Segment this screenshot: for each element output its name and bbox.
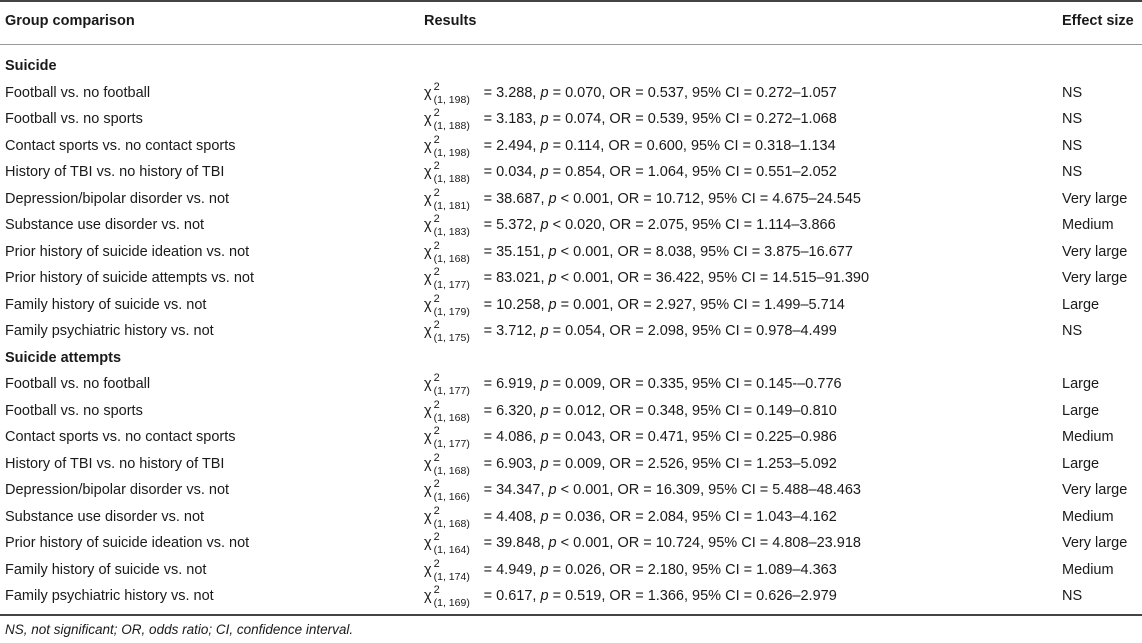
degrees-of-freedom: (1, 198) [433, 146, 470, 159]
group-comparison-cell: Prior history of suicide attempts vs. not [5, 270, 255, 286]
chi-square-symbol: χ [424, 164, 432, 180]
results-cell [424, 292, 845, 318]
odds-ratio: OR = 0.537, [609, 84, 693, 101]
p-value: = 0.009, [548, 455, 610, 472]
p-value: = 0.043, [548, 429, 610, 445]
chi-square-superscript: 2 [433, 398, 440, 411]
header-group-comparison: Group comparison [5, 13, 135, 29]
group-comparison-cell: Football vs. no football [5, 376, 151, 392]
chi-square-value: = 0.617, [483, 588, 541, 604]
table-row [0, 159, 1142, 185]
confidence-interval: 95% CI = 0.318–1.134 [690, 137, 836, 154]
chi-square-superscript: 2 [433, 186, 440, 199]
odds-ratio: OR = 0.600, [608, 137, 691, 154]
degrees-of-freedom: (1, 181) [433, 199, 470, 212]
effect-size-cell: NS [1062, 164, 1083, 180]
chi-square-superscript: 2 [433, 557, 440, 570]
degrees-of-freedom: (1, 164) [433, 544, 470, 556]
chi-square-value: = 83.021, [483, 270, 549, 286]
chi-square-superscript: 2 [433, 213, 440, 225]
chi-square-symbol: χ [424, 455, 432, 472]
p-label: p [540, 323, 549, 339]
group-comparison-cell: History of TBI vs. no history of TBI [5, 455, 225, 472]
chi-square-value: = 4.086, [483, 429, 541, 445]
group-comparison-cell: Depression/bipolar disorder vs. not [5, 482, 230, 498]
p-label: p [540, 561, 549, 578]
p-value: = 0.854, [548, 164, 610, 180]
degrees-of-freedom: (1, 188) [433, 120, 470, 132]
confidence-interval: 95% CI = 0.149–0.810 [692, 402, 837, 419]
group-comparison-cell: Substance use disorder vs. not [5, 217, 205, 233]
confidence-interval: 95% CI = 1.499–5.714 [700, 296, 845, 313]
group-comparison-cell: Family history of suicide vs. not [5, 296, 207, 313]
chi-square-value: = 39.848, [483, 535, 549, 551]
chi-square-symbol: χ [424, 429, 432, 445]
results-cell [424, 451, 837, 477]
confidence-interval: 95% CI = 1.114–3.866 [692, 217, 836, 233]
p-value: < 0.001, [556, 270, 618, 286]
table-row [0, 239, 1142, 265]
p-label: p [548, 296, 557, 313]
chi-square-symbol: χ [424, 376, 432, 392]
effect-size-cell: Medium [1062, 429, 1114, 445]
odds-ratio: OR = 0.348, [609, 402, 693, 419]
chi-square-symbol: χ [424, 217, 432, 233]
results-cell [424, 159, 837, 185]
table-row [0, 398, 1142, 424]
group-comparison-cell: Family psychiatric history vs. not [5, 588, 214, 604]
table-row [0, 424, 1142, 450]
table-row [0, 265, 1142, 291]
results-cell [424, 504, 837, 530]
p-label: p [548, 482, 557, 498]
odds-ratio: OR = 16.309, [617, 482, 709, 498]
effect-size-cell: NS [1062, 323, 1083, 339]
confidence-interval: 95% CI = 0.272–1.057 [692, 84, 837, 101]
group-comparison-cell: Family history of suicide vs. not [5, 561, 207, 578]
table-row [0, 106, 1142, 132]
results-cell [424, 265, 869, 291]
section-heading [0, 53, 1142, 79]
confidence-interval: 95% CI = 0.626–2.979 [692, 588, 837, 604]
chi-square-value: = 6.919, [483, 376, 541, 392]
p-value: = 0.001, [556, 296, 618, 313]
p-label: p [540, 588, 549, 604]
effect-size-cell: Medium [1062, 217, 1114, 233]
chi-square-symbol: χ [424, 190, 432, 207]
section-title: Suicide attempts [5, 349, 122, 366]
results-cell [424, 106, 837, 132]
table-row [0, 451, 1142, 477]
p-value: < 0.001, [556, 190, 618, 207]
chi-square-symbol: χ [424, 508, 432, 525]
results-cell [424, 398, 837, 424]
results-cell [424, 239, 853, 265]
p-value: = 0.054, [548, 323, 610, 339]
group-comparison-cell: Football vs. no football [5, 84, 151, 101]
table-row [0, 371, 1142, 397]
chi-square-value: = 3.712, [483, 323, 541, 339]
degrees-of-freedom: (1, 168) [433, 411, 470, 424]
degrees-of-freedom: (1, 183) [433, 226, 470, 238]
chi-square-superscript: 2 [433, 160, 440, 172]
chi-square-value: = 3.183, [483, 111, 541, 127]
chi-square-superscript: 2 [433, 478, 440, 490]
degrees-of-freedom: (1, 188) [433, 173, 470, 185]
chi-square-value: = 6.903, [483, 455, 541, 472]
chi-square-symbol: χ [424, 588, 432, 604]
p-label: p [540, 84, 549, 101]
chi-square-superscript: 2 [433, 504, 440, 517]
p-value: = 0.074, [548, 111, 610, 127]
chi-square-sup-sub [432, 318, 484, 344]
chi-square-superscript: 2 [433, 266, 440, 278]
p-label: p [540, 164, 549, 180]
group-comparison-cell: Contact sports vs. no contact sports [5, 137, 236, 154]
chi-square-symbol: χ [424, 296, 432, 313]
effect-size-cell: Very large [1062, 482, 1128, 498]
odds-ratio: OR = 8.038, [617, 243, 701, 260]
confidence-interval: 95% CI = 1.253–5.092 [692, 455, 837, 472]
effect-size-cell: Medium [1062, 561, 1114, 578]
confidence-interval: 95% CI = 3.875–16.677 [700, 243, 853, 260]
degrees-of-freedom: (1, 175) [433, 332, 470, 344]
p-value: = 0.114, [548, 137, 609, 154]
table-row [0, 504, 1142, 530]
odds-ratio: OR = 10.712, [617, 190, 709, 207]
results-cell [424, 212, 836, 238]
group-comparison-cell: Contact sports vs. no contact sports [5, 429, 236, 445]
degrees-of-freedom: (1, 179) [433, 305, 470, 318]
chi-square-symbol: χ [424, 270, 432, 286]
confidence-interval: 95% CI = 0.272–1.068 [692, 111, 837, 127]
confidence-interval: 95% CI = 0.145-–0.776 [692, 376, 842, 392]
effect-size-cell: Medium [1062, 508, 1114, 525]
p-label: p [540, 455, 549, 472]
degrees-of-freedom: (1, 169) [433, 597, 470, 609]
effect-size-cell: NS [1062, 84, 1083, 101]
results-cell [424, 424, 837, 450]
chi-square-value: = 34.347, [483, 482, 549, 498]
confidence-interval: 95% CI = 0.225–0.986 [692, 429, 837, 445]
confidence-interval: 95% CI = 0.978–4.499 [692, 323, 837, 339]
p-label: p [540, 217, 549, 233]
p-value: < 0.001, [556, 482, 618, 498]
results-cell [424, 186, 861, 212]
table-row [0, 186, 1142, 212]
odds-ratio: OR = 0.471, [609, 429, 693, 445]
p-value: = 0.026, [548, 561, 610, 578]
group-comparison-cell: Substance use disorder vs. not [5, 508, 205, 525]
effect-size-cell: NS [1062, 111, 1083, 127]
group-comparison-cell: Family psychiatric history vs. not [5, 323, 214, 339]
chi-square-symbol: χ [424, 137, 432, 154]
confidence-interval: 95% CI = 1.089–4.363 [692, 561, 837, 578]
p-value: < 0.020, [548, 217, 610, 233]
odds-ratio: OR = 1.366, [609, 588, 693, 604]
confidence-interval: 95% CI = 4.808–23.918 [708, 535, 861, 551]
p-value: < 0.001, [556, 535, 618, 551]
table-row [0, 292, 1142, 318]
effect-size-cell: Very large [1062, 190, 1128, 207]
group-comparison-cell: Prior history of suicide ideation vs. not [5, 535, 250, 551]
chi-square-value: = 0.034, [483, 164, 541, 180]
header-effect-size: Effect size [1062, 13, 1134, 29]
degrees-of-freedom: (1, 174) [433, 570, 470, 583]
chi-square-value: = 10.258, [483, 296, 549, 313]
table-row [0, 557, 1142, 583]
p-value: = 0.036, [548, 508, 610, 525]
degrees-of-freedom: (1, 177) [433, 279, 470, 291]
effect-size-cell: Very large [1062, 243, 1128, 260]
degrees-of-freedom: (1, 166) [433, 491, 470, 503]
degrees-of-freedom: (1, 168) [433, 252, 470, 265]
results-cell [424, 477, 861, 503]
header-results: Results [424, 13, 477, 29]
group-comparison-cell: Football vs. no sports [5, 111, 143, 127]
chi-square-superscript: 2 [433, 372, 440, 384]
chi-square-value: = 35.151, [483, 243, 549, 260]
table-top-rule [0, 0, 1142, 2]
p-value: = 0.070, [548, 84, 610, 101]
chi-square-superscript: 2 [433, 80, 440, 93]
p-value: < 0.001, [556, 243, 618, 260]
table-row [0, 477, 1142, 503]
effect-size-cell: NS [1062, 588, 1083, 604]
chi-square-value: = 2.494, [483, 137, 541, 154]
p-label: p [540, 111, 549, 127]
p-label: p [540, 508, 549, 525]
results-cell [424, 530, 861, 556]
effect-size-cell: Very large [1062, 270, 1128, 286]
degrees-of-freedom: (1, 198) [433, 93, 470, 106]
p-label: p [548, 270, 557, 286]
degrees-of-freedom: (1, 168) [433, 517, 470, 530]
effect-size-cell: Large [1062, 455, 1100, 472]
results-cell [424, 318, 837, 344]
odds-ratio: OR = 1.064, [609, 164, 693, 180]
p-label: p [540, 137, 549, 154]
p-label: p [540, 429, 549, 445]
p-label: p [548, 243, 557, 260]
table-row [0, 530, 1142, 556]
group-comparison-cell: Football vs. no sports [5, 402, 143, 419]
results-cell [424, 80, 837, 106]
table-header-rule [0, 44, 1142, 45]
chi-square-symbol: χ [424, 243, 432, 260]
table-bottom-rule [0, 614, 1142, 616]
group-comparison-cell: Depression/bipolar disorder vs. not [5, 190, 230, 207]
degrees-of-freedom: (1, 177) [433, 438, 470, 450]
section-heading [0, 345, 1142, 371]
odds-ratio: OR = 36.422, [617, 270, 709, 286]
p-value: = 0.012, [548, 402, 610, 419]
section-title: Suicide [5, 58, 57, 74]
table-header-row [0, 8, 1142, 34]
chi-square-value: = 6.320, [483, 402, 541, 419]
odds-ratio: OR = 0.335, [609, 376, 693, 392]
chi-square-sup-sub [432, 583, 484, 609]
odds-ratio: OR = 2.075, [609, 217, 693, 233]
confidence-interval: 95% CI = 5.488–48.463 [708, 482, 861, 498]
table-row [0, 80, 1142, 106]
odds-ratio: OR = 2.927, [617, 296, 701, 313]
chi-square-superscript: 2 [433, 239, 440, 252]
confidence-interval: 95% CI = 14.515–91.390 [708, 270, 870, 286]
chi-square-superscript: 2 [433, 451, 440, 464]
table-row [0, 318, 1142, 344]
chi-square-symbol: χ [424, 482, 432, 498]
group-comparison-cell: History of TBI vs. no history of TBI [5, 164, 225, 180]
p-label: p [548, 190, 557, 207]
chi-square-symbol: χ [424, 111, 432, 127]
chi-square-superscript: 2 [433, 107, 440, 119]
odds-ratio: OR = 2.084, [609, 508, 693, 525]
results-cell [424, 371, 842, 397]
degrees-of-freedom: (1, 177) [433, 385, 470, 397]
odds-ratio: OR = 2.098, [609, 323, 693, 339]
table-row [0, 212, 1142, 238]
p-label: p [540, 376, 549, 392]
chi-square-superscript: 2 [433, 584, 440, 596]
chi-square-symbol: χ [424, 561, 432, 578]
p-value: = 0.009, [548, 376, 610, 392]
p-label: p [540, 402, 549, 419]
chi-square-value: = 3.288, [483, 84, 541, 101]
results-cell [424, 133, 836, 159]
chi-square-superscript: 2 [433, 425, 440, 437]
results-cell [424, 583, 837, 609]
effect-size-cell: Large [1062, 376, 1100, 392]
chi-square-superscript: 2 [433, 319, 440, 331]
confidence-interval: 95% CI = 4.675–24.545 [708, 190, 861, 207]
chi-square-symbol: χ [424, 323, 432, 339]
chi-square-value: = 4.949, [483, 561, 541, 578]
table-row [0, 133, 1142, 159]
chi-square-symbol: χ [424, 535, 432, 551]
table-footnote: NS, not significant; OR, odds ratio; CI, confidence interval. [5, 622, 354, 637]
chi-square-superscript: 2 [433, 133, 440, 146]
effect-size-cell: Large [1062, 296, 1100, 313]
odds-ratio: OR = 2.180, [609, 561, 693, 578]
chi-square-value: = 38.687, [483, 190, 549, 207]
p-label: p [548, 535, 557, 551]
confidence-interval: 95% CI = 1.043–4.162 [692, 508, 837, 525]
odds-ratio: OR = 2.526, [609, 455, 693, 472]
chi-square-symbol: χ [424, 402, 432, 419]
group-comparison-cell: Prior history of suicide ideation vs. not [5, 243, 250, 260]
effect-size-cell: Very large [1062, 535, 1128, 551]
chi-square-value: = 4.408, [483, 508, 541, 525]
chi-square-superscript: 2 [433, 531, 440, 543]
chi-square-symbol: χ [424, 84, 432, 101]
odds-ratio: OR = 0.539, [609, 111, 693, 127]
chi-square-value: = 5.372, [483, 217, 541, 233]
effect-size-cell: Large [1062, 402, 1100, 419]
effect-size-cell: NS [1062, 137, 1083, 154]
table-row [0, 583, 1142, 609]
results-cell [424, 557, 837, 583]
p-value: = 0.519, [548, 588, 610, 604]
odds-ratio: OR = 10.724, [617, 535, 709, 551]
confidence-interval: 95% CI = 0.551–2.052 [692, 164, 837, 180]
chi-square-superscript: 2 [433, 292, 440, 305]
degrees-of-freedom: (1, 168) [433, 464, 470, 477]
